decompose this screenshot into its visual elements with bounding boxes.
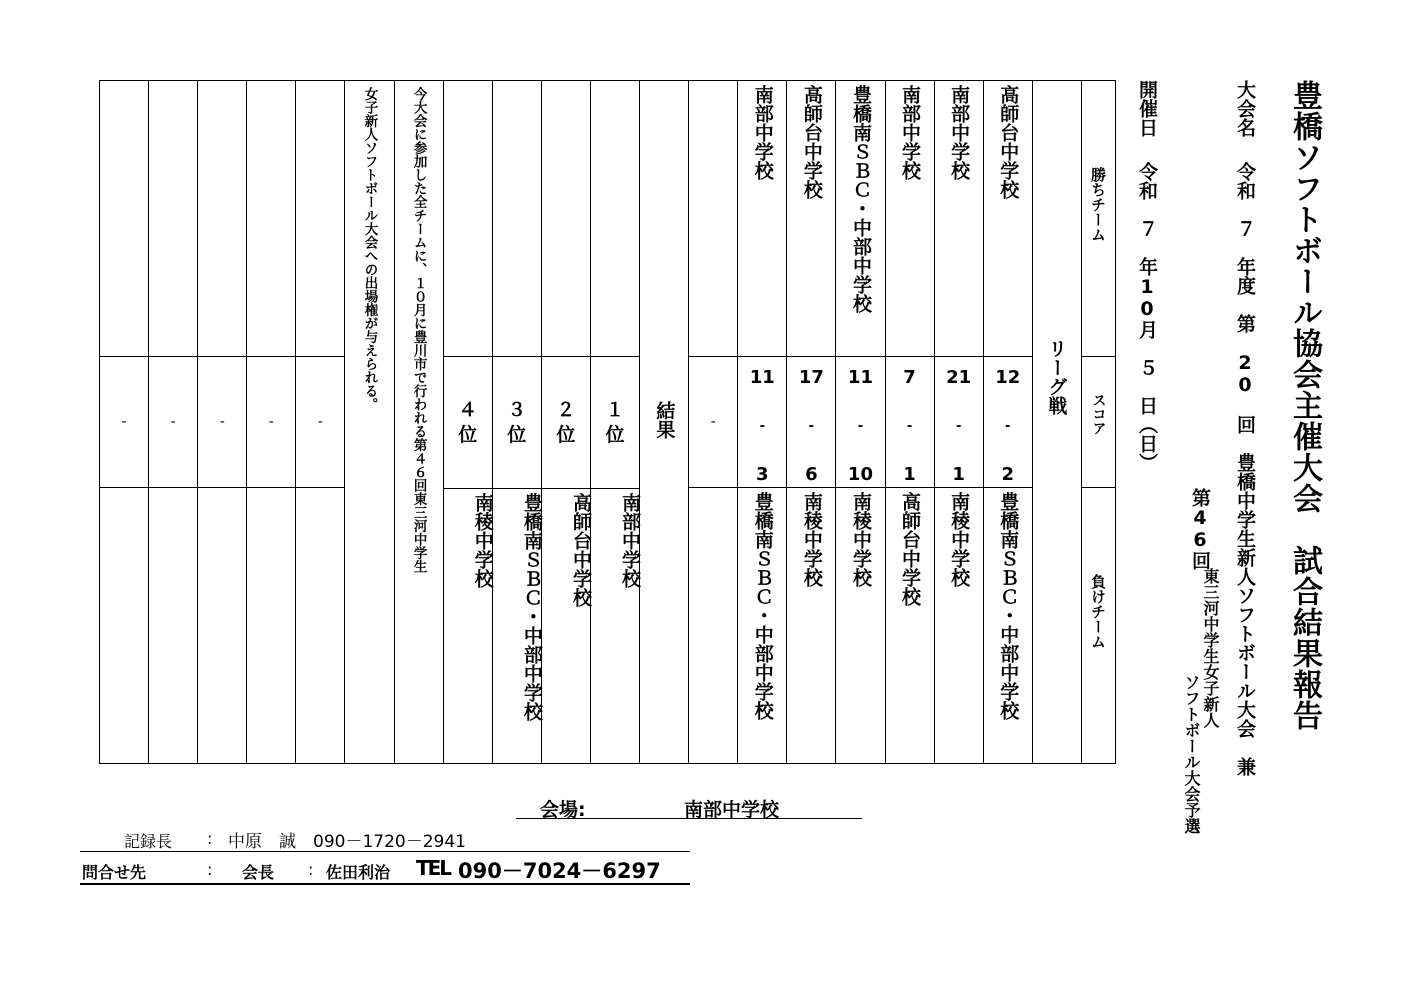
- empty-cell-winner: [296, 81, 345, 357]
- recorder-underline: [80, 851, 690, 852]
- rank-blank: [492, 81, 541, 357]
- empty-score-sep: -: [219, 414, 225, 430]
- score-winner: 21: [946, 367, 972, 388]
- league-label: リーグ戦: [1045, 339, 1068, 415]
- chair-label: 会長: [242, 863, 275, 882]
- score-header-cell: [1081, 357, 1115, 488]
- match-winner: 豊橋南ＳＢＣ・中部中学校: [849, 85, 872, 313]
- match-loser: 豊橋南ＳＢＣ・中部中学校: [751, 492, 774, 720]
- tel-value: 090－7024－6297: [458, 859, 661, 883]
- empty-cell-loser: [198, 488, 247, 764]
- match-winner-cell: [787, 81, 836, 357]
- match-loser: 高師台中学校: [899, 492, 922, 606]
- empty-cell-winner: [198, 81, 247, 357]
- score-cell: [787, 357, 836, 488]
- rank-3: [493, 357, 541, 488]
- empty-score-cell: [296, 357, 345, 488]
- empty-score-sep: -: [121, 414, 127, 430]
- match-loser-cell: [885, 488, 934, 764]
- rank-unit: 位: [458, 423, 478, 446]
- score-cell: [934, 357, 983, 488]
- rank-1: [591, 357, 639, 488]
- score: [935, 357, 983, 485]
- score-sep: -: [1005, 418, 1011, 434]
- match-winner-cell: [983, 81, 1032, 357]
- score-sep: -: [906, 418, 913, 434]
- match-winner: 高師台中学校: [800, 85, 823, 199]
- match-loser: 南稜中学校: [948, 492, 971, 587]
- recorder-sep: :: [207, 829, 213, 848]
- date-value: 令和 ７ 年10月 ５ 日（日）: [1136, 162, 1158, 472]
- contact-sep: :: [207, 860, 213, 879]
- score: [886, 357, 934, 485]
- score: [738, 357, 786, 485]
- result-label-cell: [640, 81, 689, 764]
- score: [836, 357, 884, 485]
- rank-number: １: [605, 398, 625, 421]
- sub-tournament-name-2: ソフトボール大会予選: [1182, 674, 1201, 834]
- match-loser-cell: [983, 488, 1032, 764]
- score: [984, 357, 1032, 485]
- empty-score-sep: -: [317, 414, 323, 430]
- empty-cell-winner: [149, 81, 198, 357]
- match-loser-cell: [836, 488, 885, 764]
- rank-cell: [590, 357, 642, 764]
- empty-score-cell: [100, 357, 149, 488]
- note-column-2: [345, 81, 394, 764]
- note-text-2: 女子新人ソフトボール大会への出場権が与えられる。: [361, 87, 378, 411]
- score-loser: 1: [952, 464, 965, 485]
- score-cell: [738, 357, 787, 488]
- rank-blank: [443, 81, 492, 357]
- score-winner: 12: [995, 367, 1021, 388]
- empty-cell-loser: [149, 488, 198, 764]
- page-title: 豊橋ソフトボール協会主催大会 試合結果報告: [1287, 80, 1322, 731]
- score-cell: [983, 357, 1032, 488]
- loser-header-cell: [1081, 488, 1115, 764]
- rank-cell: [541, 357, 590, 764]
- empty-cell-winner: [247, 81, 296, 357]
- empty-cell-loser: [296, 488, 345, 764]
- score-loser: 10: [847, 464, 873, 485]
- match-loser-cell: [689, 488, 738, 764]
- rank-team: 南稜中学校: [444, 488, 492, 588]
- score-cell: [689, 357, 738, 488]
- rank-unit: 位: [605, 423, 625, 446]
- empty-score-cell: [198, 357, 247, 488]
- result-label: 結果: [653, 401, 676, 439]
- rank-unit: 位: [507, 423, 527, 446]
- score-cell: [885, 357, 934, 488]
- match-winner: 南部中学校: [751, 85, 774, 180]
- empty-score-cell: [247, 357, 296, 488]
- match-winner-cell: [836, 81, 885, 357]
- empty-score-sep: -: [268, 414, 274, 430]
- rank-number: ２: [556, 398, 576, 421]
- match-winner: 南部中学校: [899, 85, 922, 180]
- winner-header-cell: [1081, 81, 1115, 357]
- match-loser-cell: [787, 488, 836, 764]
- match-winner-cell: [885, 81, 934, 357]
- contact-label: 問合せ先: [82, 863, 147, 882]
- rank-4: [444, 357, 492, 488]
- rank-team: 高師台中学校: [542, 488, 590, 607]
- match-winner-cell: [934, 81, 983, 357]
- tel-label: TEL: [416, 856, 451, 880]
- contact-underline: [80, 883, 690, 885]
- sub-tournament-number: 第46回: [1189, 488, 1211, 570]
- score-cell: [836, 357, 885, 488]
- chair-name: 佐田利治: [326, 863, 391, 882]
- chair-sep: :: [308, 860, 314, 879]
- score-loser: 1: [903, 464, 916, 485]
- score-sep: -: [857, 418, 864, 434]
- match-loser-cell: [738, 488, 787, 764]
- rank-unit: 位: [556, 423, 576, 446]
- venue-value: 南部中学校: [684, 799, 780, 821]
- loser-header: 負けチーム: [1088, 574, 1107, 649]
- tournament-label: 大会名: [1234, 80, 1256, 137]
- score-loser: 3: [756, 464, 769, 485]
- empty-cell-winner: [100, 81, 149, 357]
- tournament-name: 令和 ７ 年度 第 20 回 豊橋中学生新人ソフトボール大会 兼: [1234, 162, 1256, 776]
- rank-2: [542, 357, 590, 488]
- rank-cell: [492, 357, 541, 764]
- rank-team: 豊橋南ＳＢＣ・中部中学校: [493, 488, 541, 721]
- score-sep: -: [955, 418, 962, 434]
- winner-header: 勝ちチーム: [1088, 167, 1107, 242]
- league-label-cell: [1032, 81, 1081, 764]
- note-text-1: 今大会に参加した全チームに、１０月に豊川市で行われる第４６回東三河中学生: [410, 87, 427, 573]
- match-winner-cell: [689, 81, 738, 357]
- empty-cell-loser: [100, 488, 149, 764]
- match-loser: 南稜中学校: [800, 492, 823, 587]
- score-winner: 11: [847, 367, 873, 388]
- score: [787, 357, 835, 485]
- score-winner: 17: [798, 367, 824, 388]
- match-loser: 南稜中学校: [849, 492, 872, 587]
- date-label: 開催日: [1136, 80, 1158, 137]
- match-winner-cell: [738, 81, 787, 357]
- score-loser: 6: [805, 464, 818, 485]
- match-loser-cell: [934, 488, 983, 764]
- match-loser: 豊橋南ＳＢＣ・中部中学校: [997, 492, 1020, 720]
- rank-number: ３: [507, 398, 527, 421]
- match-winner: 南部中学校: [948, 85, 971, 180]
- sub-tournament-name-1: 東三河中学生女子新人: [1201, 568, 1220, 728]
- rank-cell: [443, 357, 492, 764]
- score-sep: -: [710, 414, 716, 430]
- match-winner: 高師台中学校: [997, 85, 1020, 199]
- results-table: [99, 80, 1116, 764]
- empty-score-sep: -: [170, 414, 176, 430]
- recorder-label: 記録長: [124, 832, 173, 851]
- rank-blank: [590, 81, 639, 357]
- rank-blank: [541, 81, 590, 357]
- score-winner: 11: [749, 367, 775, 388]
- venue-label: 会場:: [540, 799, 586, 821]
- recorder-value: 中原 誠 090－1720－2941: [228, 832, 466, 852]
- score-loser: 2: [1001, 464, 1014, 485]
- empty-score-cell: [149, 357, 198, 488]
- rank-number: ４: [458, 398, 478, 421]
- rank-team: 南部中学校: [591, 488, 639, 588]
- score-sep: -: [808, 418, 815, 434]
- score-sep: -: [759, 418, 765, 434]
- empty-cell-loser: [247, 488, 296, 764]
- note-column-1: [394, 81, 443, 764]
- score-winner: 7: [903, 367, 916, 388]
- venue-underline: [516, 818, 862, 819]
- score-header: スコア: [1090, 393, 1107, 435]
